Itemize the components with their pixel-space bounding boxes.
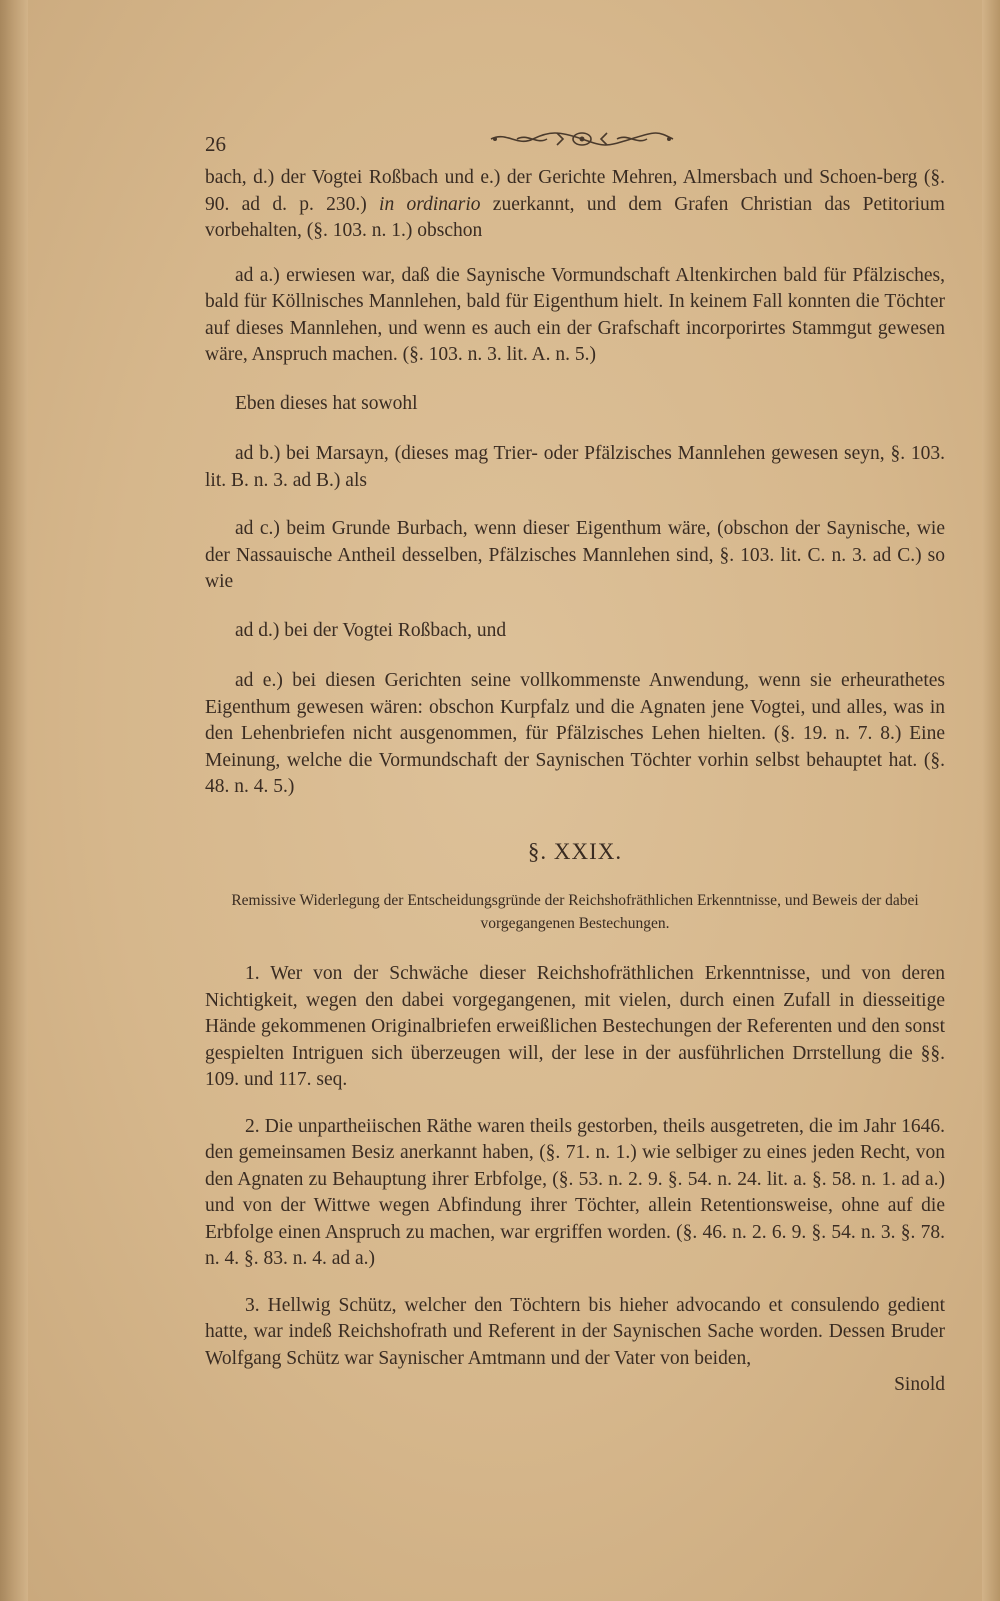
paragraph-ad-c: ad c.) beim Grunde Burbach, wenn dieser Eigenthum wäre, (obschon der Saynische, wie der Nassauische Antheil desselben, Pfälzisches Mannlehen sind, §. 103. lit. C. n. 3. ad C.) so wie [205, 518, 945, 592]
section-title: §. XXIX. [527, 838, 623, 864]
page-header [205, 125, 945, 165]
paragraph-ad-b: ad b.) bei Marsayn, (dieses mag Trier- oder Pfälzisches Mannlehen gewesen seyn, §. 103. lit. B. n. 3. ad B.) als [205, 443, 945, 491]
section-summary: Remissive Widerlegung der Entscheidungsgründe der Reichshofräthlichen Erkenntnisse, und Beweis der dabei vorgegangenen Bestechungen. [231, 892, 919, 932]
numbered-paragraph-3: 3. Hellwig Schütz, welcher den Töchtern bis hieher advocando et consulendo gedient hatte, war indeß Reichshofrath und Referent in der Saynischen Sache worden. Dessen Bruder Wolfgang Schütz war Saynischer Amtmann und der Vater von beiden, [205, 1294, 945, 1369]
paragraph-eben: Eben dieses hat sowohl [235, 392, 418, 414]
paragraph-ad-d: ad d.) bei der Vogtei Roßbach, und [235, 619, 507, 641]
paragraph-continued: bach, d.) der Vogtei Roßbach und e.) der Gerichte Mehren, Almersbach und Schoen-berg (§. 90. ad d. p. 230.) in ordinario zuerkannt, und dem Grafen Christian das Petitorium vorbehalten, (§. 103. n. 1.) obschon [205, 167, 945, 241]
page-number: 26 [205, 132, 226, 156]
latin-phrase: in ordinario [379, 193, 481, 215]
paragraph-ad-a: ad a.) erwiesen war, daß die Saynische Vormundschaft Altenkirchen bald für Pfälzisches, bald für Köllnisches Mannlehen, bald für Eigenthum hielt. In keinem Fall konnten die Töchter auf dieses Mannlehen, und wenn es auch ein der Grafschaft incorporirtes Stammgut gewesen wäre, Anspruch machen. (§. 103. n. 3. lit. A. n. 5.) [205, 264, 945, 365]
numbered-paragraph-1: 1. Wer von der Schwäche dieser Reichshofräthlichen Erkenntnisse, und von deren Nichtigkeit, wegen den dabei vorgegangenen, mit vielen, durch einen Zufall in diesseitige Hände gekommenen Originalbriefen erweißlichen Bestechungen der Referenten und den sonst gespielten Intriguen sich überzeugen will, der lese in der ausführlichen Drrstellung die §§. 109. und 117. seq. [205, 963, 945, 1090]
catchword: Sinold [894, 1374, 945, 1395]
header-ornament-icon [487, 125, 677, 153]
text-block [205, 125, 945, 1399]
paragraph-ad-e: ad e.) bei diesen Gerichten seine vollkommenste Anwendung, wenn sie erheurathetes Eigenthum gewesen wären: obschon Kurpfalz und die Agnaten jene Vogtei, und alles, was in den Lehenbriefen nicht ausgenommen, für Pfälzisches Lehen hielten. (§. 19. n. 7. 8.) Eine Meinung, welche die Vormundschaft der Saynischen Töchter vorhin selbst behauptet hat. (§. 48. n. 4. 5.) [205, 670, 945, 797]
numbered-paragraph-2: 2. Die unpartheiischen Räthe waren theils gestorben, theils ausgetreten, die im Jahr 1646. den gemeinsamen Besiz anerkannt haben, (§. 71. n. 1.) wie selbiger zu eines jeden Recht, von den Agnaten zu Behauptung ihrer Erbfolge, (§. 53. n. 2. 9. §. 54. n. 24. lit. a. §. 58. n. 1. ad a.) und von der Wittwe wegen Abfindung ihrer Töchter, allein Retentionsweise, ohne auf die Erbfolge einen Anspruch zu machen, war ergriffen worden. (§. 46. n. 2. 6. 9. §. 54. n. 3. §. 78. n. 4. §. 83. n. 4. ad a.) [205, 1115, 945, 1269]
page-edge-right [982, 0, 1000, 1601]
page-edge-left [0, 0, 28, 1601]
